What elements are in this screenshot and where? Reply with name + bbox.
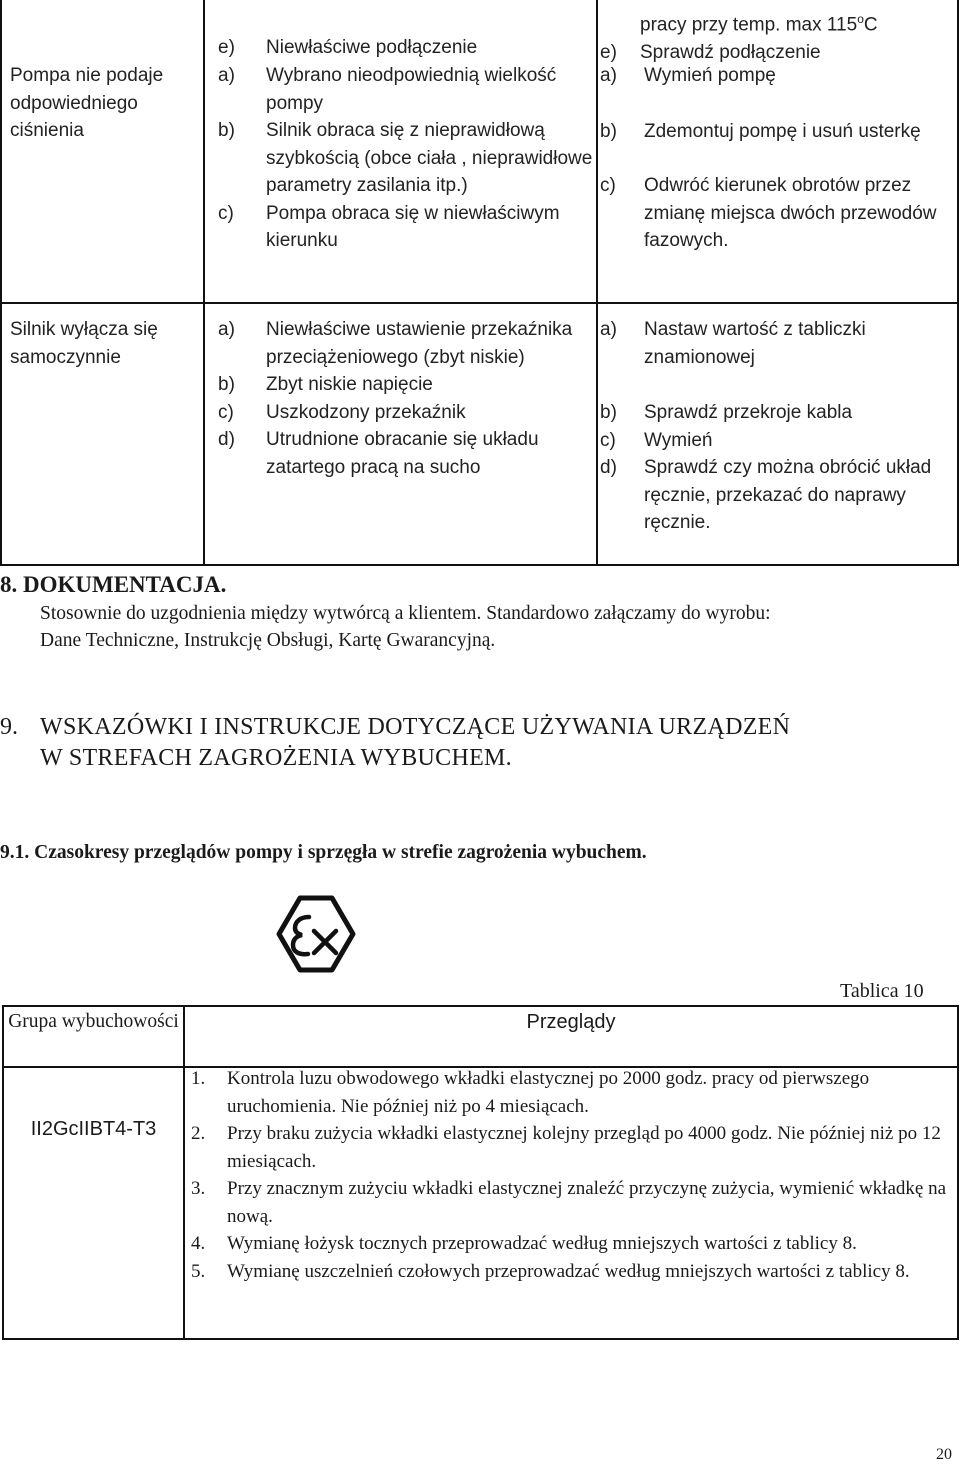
remedy-list [600, 6, 952, 66]
table-caption: Tablica 10 [840, 980, 924, 1002]
cause-item: c) Uszkodzony przekaźnik [218, 401, 466, 423]
page-number: 20 [936, 1446, 952, 1463]
remedy-item: c) Wymień [600, 429, 713, 451]
remedy-item: d) Sprawdź czy można obrócić układ ręcznie, przekazać do naprawy ręcznie. [600, 457, 932, 533]
remedy-list [600, 62, 950, 255]
remedy-list [600, 316, 950, 537]
section-9-heading [40, 712, 790, 774]
inspection-item: 4. Wymianę łożysk tocznych przeprowadzać według mniejszych wartości z tablicy 8. [191, 1233, 857, 1254]
cause-item: b) Zbyt niskie napięcie [218, 374, 433, 395]
section-8-body [40, 600, 955, 654]
section-9-1-heading: 9.1. Czasokresy przeglądów pompy i sprzęgła w strefie zagrożenia wybuchem. [0, 842, 647, 863]
inspection-list [191, 1065, 951, 1285]
cause-list [218, 316, 593, 481]
cause-item: c) Pompa obraca się w niewłaściwym kierunku [218, 202, 560, 251]
section-8-line: Stosownie do uzgodnienia między wytwórcą a klientem. Standardowo załączamy do wyrobu: [40, 603, 771, 624]
remedy-item: a) Wymień pompę [600, 65, 776, 86]
remedy-continuation: pracy przy temp. max 115$^o$C [640, 12, 878, 36]
inspection-item: 5. Wymianę uszczelnień czołowych przeprowadzać według mniejszych wartości z tablicy 8. [191, 1260, 910, 1282]
inspection-item: 2. Przy braku zużycia wkładki elastycznej kolejny przegląd po 4000 godz. Nie później niż po 12 miesiącach. [191, 1123, 941, 1172]
remedy-item: c) Odwróć kierunek obrotów przez zmianę miejsca dwóch przewodów fazowych. [600, 175, 937, 251]
ex-atex-hexagon-icon [276, 895, 356, 973]
remedy-item: b) Zdemontuj pompę i usuń usterkę [600, 120, 921, 142]
symptom-cell: Silnik wyłącza się samoczynnie [10, 319, 158, 368]
cause-item: a) Niewłaściwe ustawienie przekaźnika przeciążeniowego (zbyt niskie) [218, 319, 573, 368]
section-8-heading: 8. DOKUMENTACJA. [0, 572, 227, 597]
remedy-item: a) Nastaw wartość z tabliczki znamionowej [600, 319, 866, 368]
section-8-line: Dane Techniczne, Instrukcję Obsługi, Kartę Gwarancyjną. [40, 630, 496, 651]
explosion-group-cell: II2GcIIBT4-T3 [30, 1118, 157, 1140]
cause-item: e) Niewłaściwe podłączenie [218, 37, 478, 58]
cause-item: a) Wybrano nieodpowiednią wielkość pompy [218, 65, 557, 114]
section-9-number: 9. [0, 714, 18, 740]
remedy-item: b) Sprawdź przekroje kabla [600, 402, 853, 423]
col-header-group: Grupa wybuchowości [8, 1011, 179, 1032]
section-9-heading-line: W STREFACH ZAGROŻENIA WYBUCHEM. [40, 745, 512, 771]
cause-list [218, 34, 593, 62]
symptom-cell: Pompa nie podaje odpowiedniego ciśnienia [10, 65, 164, 141]
inspection-item: 3. Przy znacznym zużyciu wkładki elastycznej znaleźć przyczynę zużycia, wymienić wkładkę na nową. [191, 1178, 947, 1227]
section-9-heading-line: WSKAZÓWKI I INSTRUKCJE DOTYCZĄCE UŻYWANIA URZĄDZEŃ [40, 714, 791, 740]
cause-list [218, 62, 593, 255]
cause-item: d) Utrudnione obracanie się układu zatartego pracą na sucho [218, 429, 539, 478]
cause-item: b) Silnik obraca się z nieprawidłową szybkością (obce ciała , nieprawidłowe parametry zasilania itp.) [218, 120, 593, 196]
inspection-item: 1. Kontrola luzu obwodowego wkładki elastycznej po 2000 godz. pracy od pierwszego uruchomienia. Nie później niż po 4 miesiącach. [191, 1068, 870, 1117]
col-header-inspections: Przeglądy [526, 1011, 616, 1033]
remedy-item: e) Sprawdź podłączenie [600, 41, 821, 63]
